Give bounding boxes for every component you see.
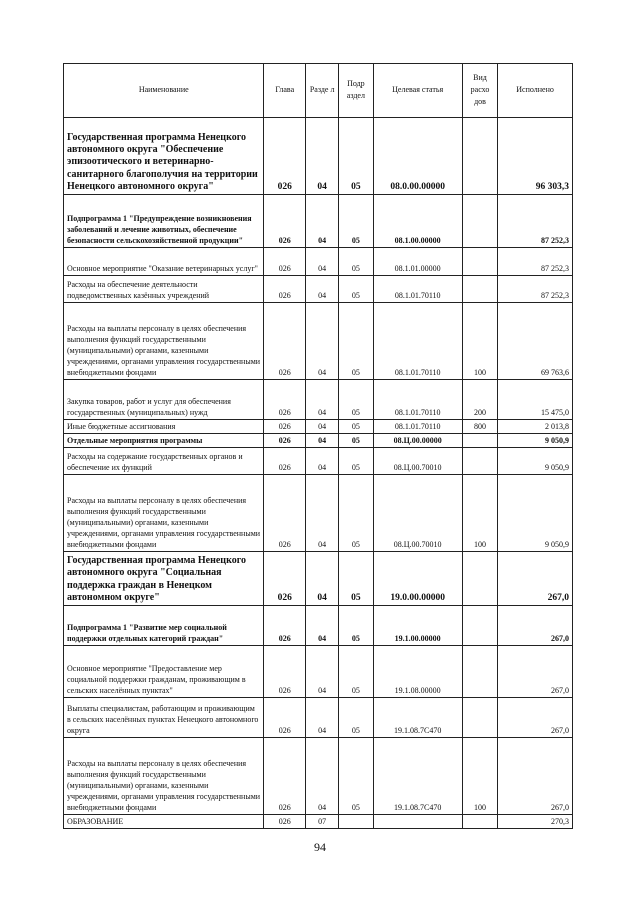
row-target: 08.1.01.70110 bbox=[373, 380, 462, 420]
row-section: 04 bbox=[306, 118, 339, 195]
row-section: 04 bbox=[306, 380, 339, 420]
row-section: 04 bbox=[306, 276, 339, 303]
table-row bbox=[64, 303, 573, 380]
row-subsection: 05 bbox=[339, 434, 373, 448]
row-section: 04 bbox=[306, 738, 339, 815]
row-chapter: 026 bbox=[264, 646, 306, 698]
row-subsection: 05 bbox=[339, 552, 373, 606]
row-section: 04 bbox=[306, 475, 339, 552]
row-chapter: 026 bbox=[264, 698, 306, 738]
row-expense-type: 100 bbox=[462, 738, 497, 815]
row-executed: 9 050,9 bbox=[498, 448, 573, 475]
row-name: Государственная программа Ненецкого автономного округа "Обеспечение эпизоотического и ветеринарно-санитарного благополучия на территории Ненецкого автономного округа" bbox=[64, 118, 264, 195]
row-target: 08.1.00.00000 bbox=[373, 195, 462, 248]
row-target: 19.1.08.7С470 bbox=[373, 698, 462, 738]
row-name: Закупка товаров, работ и услуг для обеспечения государственных (муниципальных) нужд bbox=[64, 380, 264, 420]
row-section: 04 bbox=[306, 248, 339, 276]
row-executed: 87 252,3 bbox=[498, 195, 573, 248]
row-target: 08.0.00.00000 bbox=[373, 118, 462, 195]
row-subsection bbox=[339, 815, 373, 829]
row-executed: 267,0 bbox=[498, 606, 573, 646]
row-chapter: 026 bbox=[264, 475, 306, 552]
page-number: 94 bbox=[314, 840, 326, 854]
table-row bbox=[64, 815, 573, 829]
row-subsection: 05 bbox=[339, 303, 373, 380]
row-expense-type: 100 bbox=[462, 303, 497, 380]
row-chapter: 026 bbox=[264, 552, 306, 606]
row-executed: 2 013,8 bbox=[498, 420, 573, 434]
header-target: Целевая статья bbox=[373, 64, 462, 118]
row-target: 08.Ц.00.70010 bbox=[373, 448, 462, 475]
row-expense-type bbox=[462, 276, 497, 303]
header-section: Разде л bbox=[306, 64, 339, 118]
row-target: 08.1.01.70110 bbox=[373, 276, 462, 303]
row-expense-type bbox=[462, 448, 497, 475]
row-subsection: 05 bbox=[339, 606, 373, 646]
row-name: Расходы на обеспечение деятельности подведомственных казённых учреждений bbox=[64, 276, 264, 303]
table-row bbox=[64, 606, 573, 646]
row-subsection: 05 bbox=[339, 276, 373, 303]
row-chapter: 026 bbox=[264, 738, 306, 815]
row-expense-type bbox=[462, 195, 497, 248]
row-target: 08.1.01.70110 bbox=[373, 303, 462, 380]
row-executed: 270,3 bbox=[498, 815, 573, 829]
table-row bbox=[64, 448, 573, 475]
row-expense-type: 200 bbox=[462, 380, 497, 420]
row-target: 08.Ц.00.70010 bbox=[373, 475, 462, 552]
table-row bbox=[64, 276, 573, 303]
row-name: Расходы на выплаты персоналу в целях обеспечения выполнения функций государственными (муниципальными) органами, казенными учреждениями, органами управления государственными внебюджетными фондами bbox=[64, 475, 264, 552]
row-section: 04 bbox=[306, 698, 339, 738]
row-subsection: 05 bbox=[339, 380, 373, 420]
row-name: Расходы на содержание государственных органов и обеспечение их функций bbox=[64, 448, 264, 475]
row-name: ОБРАЗОВАНИЕ bbox=[64, 815, 264, 829]
row-section: 04 bbox=[306, 420, 339, 434]
row-chapter: 026 bbox=[264, 448, 306, 475]
row-subsection: 05 bbox=[339, 118, 373, 195]
row-target: 08.Ц.00.00000 bbox=[373, 434, 462, 448]
row-expense-type bbox=[462, 815, 497, 829]
row-expense-type bbox=[462, 248, 497, 276]
table-row bbox=[64, 698, 573, 738]
table-row bbox=[64, 434, 573, 448]
row-executed: 69 763,6 bbox=[498, 303, 573, 380]
row-executed: 9 050,9 bbox=[498, 434, 573, 448]
header-name: Наименование bbox=[64, 64, 264, 118]
row-expense-type: 100 bbox=[462, 475, 497, 552]
row-target: 19.1.08.7С470 bbox=[373, 738, 462, 815]
row-target: 19.1.08.00000 bbox=[373, 646, 462, 698]
row-expense-type bbox=[462, 606, 497, 646]
row-chapter: 026 bbox=[264, 248, 306, 276]
row-section: 04 bbox=[306, 448, 339, 475]
header-chapter: Глава bbox=[264, 64, 306, 118]
row-section: 04 bbox=[306, 303, 339, 380]
row-section: 07 bbox=[306, 815, 339, 829]
row-expense-type bbox=[462, 118, 497, 195]
row-name: Подпрограмма 1 "Предупреждение возникновения заболеваний и лечение животных, обеспечение безопасности сельскохозяйственной продукции" bbox=[64, 195, 264, 248]
table-row bbox=[64, 646, 573, 698]
row-name: Иные бюджетные ассигнования bbox=[64, 420, 264, 434]
row-section: 04 bbox=[306, 552, 339, 606]
row-expense-type bbox=[462, 552, 497, 606]
row-chapter: 026 bbox=[264, 118, 306, 195]
row-target: 08.1.01.70110 bbox=[373, 420, 462, 434]
row-section: 04 bbox=[306, 646, 339, 698]
table-row bbox=[64, 248, 573, 276]
row-chapter: 026 bbox=[264, 434, 306, 448]
row-executed: 267,0 bbox=[498, 698, 573, 738]
row-section: 04 bbox=[306, 195, 339, 248]
table-row bbox=[64, 475, 573, 552]
header-executed: Исполнено bbox=[498, 64, 573, 118]
row-executed: 87 252,3 bbox=[498, 248, 573, 276]
row-name: Расходы на выплаты персоналу в целях обеспечения выполнения функций государственными (муниципальными) органами, казенными учреждениями, органами управления государственными внебюджетными фондами bbox=[64, 738, 264, 815]
row-chapter: 026 bbox=[264, 195, 306, 248]
row-subsection: 05 bbox=[339, 646, 373, 698]
table-header-row bbox=[64, 64, 573, 118]
row-chapter: 026 bbox=[264, 815, 306, 829]
row-subsection: 05 bbox=[339, 475, 373, 552]
row-expense-type bbox=[462, 646, 497, 698]
row-name: Расходы на выплаты персоналу в целях обеспечения выполнения функций государственными (муниципальными) органами, казенными учреждениями, органами управления государственными внебюджетными фондами bbox=[64, 303, 264, 380]
row-executed: 87 252,3 bbox=[498, 276, 573, 303]
row-executed: 9 050,9 bbox=[498, 475, 573, 552]
budget-execution-table bbox=[63, 63, 573, 829]
row-executed: 267,0 bbox=[498, 738, 573, 815]
row-name: Подпрограмма 1 "Развитие мер социальной поддержки отдельных категорий граждан" bbox=[64, 606, 264, 646]
table-row bbox=[64, 552, 573, 606]
table-row bbox=[64, 738, 573, 815]
row-subsection: 05 bbox=[339, 248, 373, 276]
table-row bbox=[64, 195, 573, 248]
row-chapter: 026 bbox=[264, 303, 306, 380]
row-section: 04 bbox=[306, 606, 339, 646]
row-subsection: 05 bbox=[339, 698, 373, 738]
row-chapter: 026 bbox=[264, 380, 306, 420]
row-subsection: 05 bbox=[339, 738, 373, 815]
header-expense-type: Вид расхо дов bbox=[462, 64, 497, 118]
row-executed: 267,0 bbox=[498, 646, 573, 698]
row-section: 04 bbox=[306, 434, 339, 448]
row-target: 19.1.00.00000 bbox=[373, 606, 462, 646]
row-subsection: 05 bbox=[339, 195, 373, 248]
row-name: Отдельные мероприятия программы bbox=[64, 434, 264, 448]
row-subsection: 05 bbox=[339, 448, 373, 475]
row-target bbox=[373, 815, 462, 829]
table-row bbox=[64, 380, 573, 420]
row-chapter: 026 bbox=[264, 276, 306, 303]
row-expense-type bbox=[462, 698, 497, 738]
row-target: 08.1.01.00000 bbox=[373, 248, 462, 276]
row-chapter: 026 bbox=[264, 606, 306, 646]
row-chapter: 026 bbox=[264, 420, 306, 434]
row-name: Основное мероприятие "Оказание ветеринарных услуг" bbox=[64, 248, 264, 276]
row-subsection: 05 bbox=[339, 420, 373, 434]
row-name: Государственная программа Ненецкого автономного округа "Социальная поддержка граждан в Ненецком автономном округе" bbox=[64, 552, 264, 606]
row-name: Выплаты специалистам, работающим и проживающим в сельских населённых пунктах Ненецкого автономного округа bbox=[64, 698, 264, 738]
table-row bbox=[64, 118, 573, 195]
row-executed: 267,0 bbox=[498, 552, 573, 606]
row-name: Основное мероприятие "Предоставление мер социальной поддержки гражданам, проживающим в сельских населённых пунктах" bbox=[64, 646, 264, 698]
table-row bbox=[64, 420, 573, 434]
row-expense-type: 800 bbox=[462, 420, 497, 434]
header-subsection: Подр аздел bbox=[339, 64, 373, 118]
row-executed: 15 475,0 bbox=[498, 380, 573, 420]
row-executed: 96 303,3 bbox=[498, 118, 573, 195]
row-target: 19.0.00.00000 bbox=[373, 552, 462, 606]
row-expense-type bbox=[462, 434, 497, 448]
